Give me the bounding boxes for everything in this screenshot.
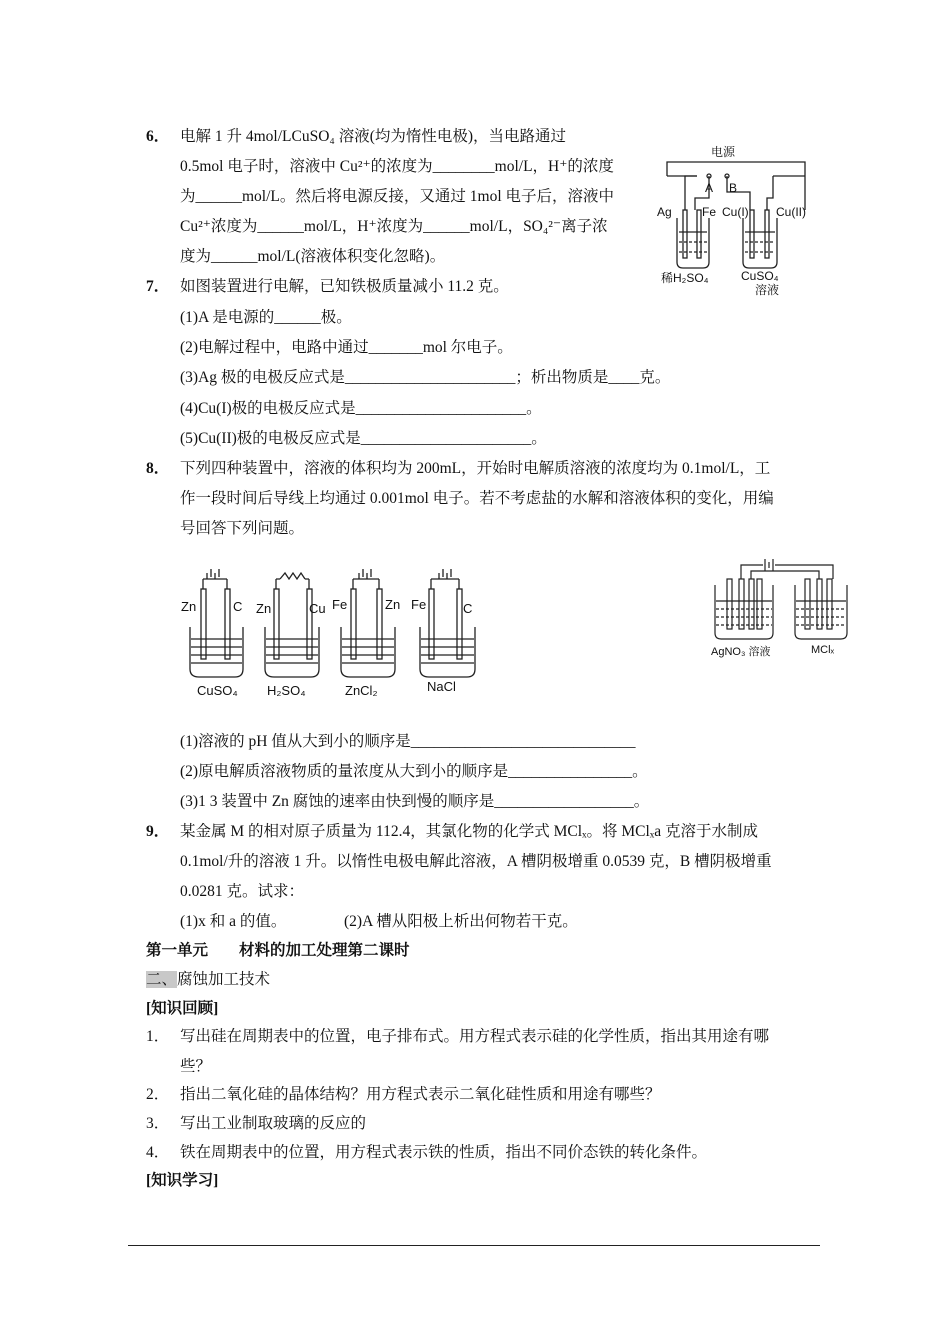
fig7-sol1-label: 稀H₂SO₄: [661, 271, 709, 285]
q7-sub1: (1)A 是电源的______极。: [180, 309, 352, 326]
q7-sub3: (3)Ag 极的电极反应式是______________________；析出物质是____克。: [180, 369, 671, 386]
q6-line2: 0.5mol 电子时，溶液中 Cu²⁺的浓度为________mol/L，H⁺的浓度: [180, 158, 614, 175]
fig7-fe-label: Fe: [702, 205, 717, 219]
cell4-solution-label: NaCl: [427, 679, 456, 694]
q8-line1: 下列四种装置中，溶液的体积均为 200mL，开始时电解质溶液的浓度均为 0.1mol/L，工: [180, 460, 771, 477]
review-item-3-line1: 写出工业制取玻璃的反应的: [180, 1115, 367, 1132]
cell1-right-label: C: [233, 599, 243, 614]
q7-sub2: (2)电解过程中，电路中通过_______mol 尔电子。: [180, 339, 513, 356]
q6-line1: 电解 1 升 4mol/LCuSO₄ 溶液(均为惰性电极)，当电路通过: [180, 128, 567, 145]
section-subtitle-text: 腐蚀加工技术: [177, 971, 271, 988]
fig7-cu1-label: Cu(I): [722, 205, 749, 219]
q7-stem: 如图装置进行电解，已知铁极质量减小 11.2 克。: [180, 278, 509, 295]
review-item-2-number: 2．: [146, 1086, 170, 1103]
cell4-left-label: Fe: [411, 597, 427, 612]
review-item-2-line1: 指出二氧化硅的晶体结构？用方程式表示二氧化硅性质和用途有哪些？: [180, 1086, 661, 1103]
q7-number: 7．: [146, 278, 170, 295]
fig7-cu2-label: Cu(II): [776, 205, 806, 219]
footer-rule: [128, 1245, 820, 1246]
review-item-1-number: 1．: [146, 1028, 170, 1045]
fig7-sol2a-label: CuSO₄: [741, 269, 779, 283]
q8-number: 8．: [146, 460, 170, 477]
q8-sub3: (3)1 3 装置中 Zn 腐蚀的速率由快到慢的顺序是__________________。: [180, 793, 650, 810]
q9-line2: 0.1mol/升的溶液 1 升。以惰性电极电解此溶液，A 槽阴极增重 0.0539 克，B 槽阴极增重: [180, 853, 772, 870]
learn-heading: [知识学习]: [146, 1172, 219, 1189]
fig7-power-label: 电源: [711, 145, 736, 159]
q9-line3: 0.0281 克。试求：: [180, 883, 305, 900]
cell2-solution-label: H₂SO₄: [267, 683, 306, 698]
q6-line5: 度为______mol/L(溶液体积变化忽略)。: [180, 248, 446, 265]
review-item-3-number: 3．: [146, 1115, 170, 1132]
section-title: 第一单元 材料的加工处理第二课时: [146, 942, 410, 959]
q8-line3: 号回答下列问题。: [180, 520, 305, 537]
electrolysis-apparatus-figure: [655, 140, 815, 300]
review-item-1-line1: 写出硅在周期表中的位置，电子排布式。用方程式表示硅的化学性质，指出其用途有哪: [180, 1028, 770, 1045]
fig7-sol2b-label: 溶液: [755, 283, 780, 297]
fig7-b-label: B: [729, 181, 738, 195]
q9-line1: 某金属 M 的相对原子质量为 112.4，其氯化物的化学式 MClₓ。将 MClₓa 克溶于水制成: [180, 823, 759, 840]
q9-sub2: (2)A 槽从阳极上析出何物若干克。: [344, 913, 578, 930]
section-subtitle: [146, 970, 270, 990]
cell2-left-label: Zn: [256, 601, 272, 616]
q7-sub4: (4)Cu(I)极的电极反应式是______________________。: [180, 400, 542, 417]
cell1-left-label: Zn: [181, 599, 197, 614]
review-item-1-line2: 些？: [180, 1058, 212, 1075]
q7-sub5: (5)Cu(II)极的电极反应式是______________________。: [180, 430, 547, 447]
cell4-right-label: C: [463, 601, 473, 616]
fig9-left-label: AgNO₃ 溶液: [711, 646, 771, 658]
fig7-ag-label: Ag: [657, 205, 672, 219]
cell1-solution-label: CuSO₄: [197, 683, 238, 698]
q6-line3: 为______mol/L。然后将电源反接，又通过 1mol 电子后，溶液中: [180, 188, 615, 205]
q8-sub2: (2)原电解质溶液物质的量浓度从大到小的顺序是________________。: [180, 763, 648, 780]
cell3-left-label: Fe: [332, 597, 348, 612]
q8-line2: 作一段时间后导线上均通过 0.001mol 电子。若不考虑盐的水解和溶液体积的变化，用编: [180, 490, 774, 507]
four-cells-figure: [175, 565, 485, 705]
review-item-4-line1: 铁在周期表中的位置，用方程式表示铁的性质，指出不同价态铁的转化条件。: [180, 1144, 708, 1161]
review-heading: [知识回顾]: [146, 1000, 219, 1017]
two-tank-figure: [705, 545, 855, 665]
q9-number: 9．: [146, 823, 170, 840]
q6-line4: Cu²⁺浓度为______mol/L，H⁺浓度为______mol/L，SO₄²⁻离子浓: [180, 218, 608, 235]
cell3-solution-label: ZnCl₂: [345, 683, 378, 698]
q9-sub1: (1)x 和 a 的值。: [180, 913, 287, 930]
fig7-a-label: A: [705, 181, 714, 195]
cell2-right-label: Cu: [309, 601, 326, 616]
review-item-4-number: 4．: [146, 1144, 170, 1161]
cell3-right-label: Zn: [385, 597, 401, 612]
section-subtitle-prefix: 二、: [146, 971, 178, 988]
fig9-right-label: MClₓ: [811, 644, 835, 656]
q8-sub1: (1)溶液的 pH 值从大到小的顺序是_____________________________: [180, 733, 636, 750]
q6-number: 6．: [146, 128, 170, 145]
